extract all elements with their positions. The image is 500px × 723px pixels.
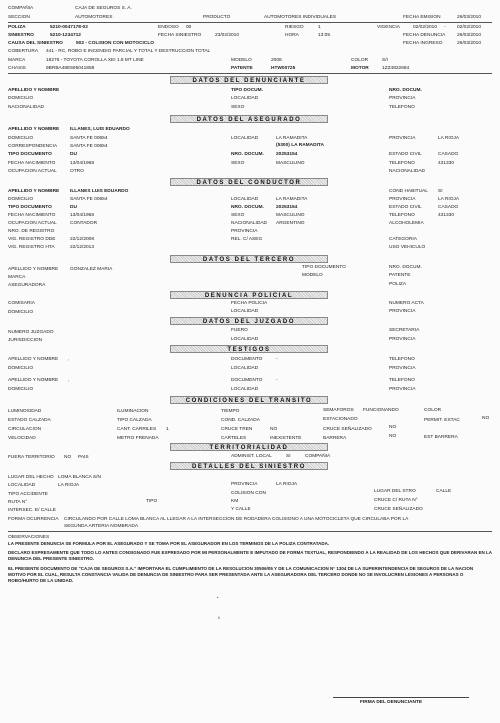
detalles-forma-label: FORMA OCURRENCIA: [8, 517, 59, 522]
transito-cruce-tren-value: NO: [270, 427, 278, 432]
section-band-detalles: [170, 462, 328, 470]
asegurado-correspondencia-value: SANTA FE 00654: [70, 144, 108, 149]
conductor-localidad-label: LOCALIDAD: [231, 197, 259, 202]
asegurado-apellido-value: ILLANES, LUIS EDUARDO: [70, 127, 130, 132]
seccion-label: SECCION: [8, 15, 30, 20]
conductor-provincia2-label: PROVINCIA: [231, 229, 258, 234]
denunciante-nacionalidad-label: NACIONALIDAD: [8, 105, 44, 110]
legal-paragraph-3: EL PRESENTE DOCUMENTO DE "CAJA DE SEGUROS S.A." IMPORTARA EL CUMPLIMIENTO DE LA RESOLUCION 30506/05 Y DE LA COMUNICACION N° 1304 DE LA SUPERINTENDENCIA DE SEGUROS DE LA NACION MOTIVO POR EL CUAL, RESULTA CONSTANCIA VALIDA DE DENUNCIA DE SINIESTRO PARA SER PRESENTADA ANTE LA ASEGURADORA DEL TERCERO DONDE NO SE INVOLUCREN LESIONES A PERSONAS O ROBO/HURTO DE LA UNIDAD.: [8, 566, 474, 583]
section-band-denunciante: [170, 76, 328, 84]
transito-carteles-label: CARTELES: [221, 436, 247, 441]
conductor-tipo-doc-label: TIPO DOCUMENTO: [8, 205, 52, 210]
asegurado-provincia-value: LA RIOJA: [438, 136, 460, 141]
producto-value: AUTOMOTORES INDIVIDUALES: [264, 15, 337, 20]
conductor-vig-hasta-label: VIG. REGISTRO HTA: [8, 245, 55, 250]
transito-metro-frenada-label: METRO FRENADA: [117, 436, 159, 441]
asegurado-domicilio-value: SANTA FE 00654: [70, 136, 108, 141]
testigo1-provincia-label: PROVINCIA: [389, 366, 416, 371]
stray-mark: ʹ: [218, 616, 220, 627]
detalles-observaciones-label: OBSERVACIONES: [8, 535, 50, 540]
divider: [8, 531, 492, 532]
conductor-categoria-label: CATEGORIA: [389, 237, 417, 242]
juzgado-secretaria-label: SECRETARIA: [389, 328, 420, 333]
tercero-marca-label: MARCA: [8, 275, 26, 280]
testigo2-apellido-label: APELLIDO Y NOMBRE: [8, 378, 59, 383]
conductor-provincia-label: PROVINCIA: [389, 197, 416, 202]
causa-label: CAUSA DEL SINIESTRO: [8, 41, 63, 46]
detalles-tipo-accidente-label: TIPO ACCIDENTE: [8, 492, 48, 497]
testigo2-apellido-value: ,: [68, 378, 70, 383]
detalles-cruce-senalizado-label: CRUCE SEÑALIZADO: [374, 507, 423, 512]
testigo2-domicilio-label: DOMICILIO: [8, 387, 34, 392]
transito-barrera-label: BARRERA: [323, 436, 347, 441]
asegurado-sexo-label: SEXO: [231, 161, 245, 166]
testigo2-telefono-label: TELEFONO: [389, 378, 415, 383]
transito-cruce-tren-label: CRUCE TREN: [221, 427, 253, 432]
detalles-lugar-stro-label: LUGAR DEL STRO: [374, 489, 416, 494]
conductor-estado-civil-value: CASADO: [438, 205, 459, 210]
denunciante-tipo-doc-label: TIPO DOCUM.: [231, 88, 263, 93]
transito-carteles-value: INEXISTENTE: [270, 436, 302, 441]
asegurado-estado-civil-label: ESTADO CIVIL: [389, 152, 422, 157]
detalles-forma-value-2: SEGUNDA ARTERIA NOMBRADA: [64, 524, 139, 529]
tercero-apellido-label: APELLIDO Y NOMBRE: [8, 267, 59, 272]
tercero-nro-doc-label: NRO. DOCUM.: [389, 265, 422, 270]
section-title-asegurado: DATOS DEL ASEGURADO: [196, 117, 302, 123]
asegurado-telefono-label: TELEFONO: [389, 161, 415, 166]
fecha-siniestro-value: 23/02/2010: [215, 33, 240, 38]
legal-paragraph-1: LA PRESENTE DENUNCIA SE FORMULA POR EL ASEGURADO Y SE TOMA POR EL ASEGURADOR EN LOS TERMINOS DE LA POLIZA CONTRATADA.: [8, 541, 330, 546]
conductor-localidad-value: LA RAMADITA: [276, 197, 308, 202]
chasis-label: CHASIS: [8, 66, 26, 71]
conductor-nro-registro-label: NRO. DE REGISTRO: [8, 229, 55, 234]
asegurado-provincia-label: PROVINCIA: [389, 136, 416, 141]
territorialidad-fuera-value: NO: [64, 455, 72, 460]
denunciante-sexo-label: SEXO: [231, 105, 245, 110]
tercero-aseguradora-label: ASEGURADORA: [8, 283, 46, 288]
policial-numero-acta-label: NUMERO ACTA: [389, 301, 424, 306]
asegurado-estado-civil-value: CASADO: [438, 152, 459, 157]
juzgado-localidad-label: LOCALIDAD: [231, 337, 259, 342]
producto-label: PRODUCTO: [203, 15, 231, 20]
vigencia-sep: -: [444, 25, 446, 30]
asegurado-nro-doc-label: NRO. DOCUM.: [231, 152, 264, 157]
fecha-ingreso-label: FECHA INGRESO: [403, 41, 443, 46]
asegurado-fecha-nac-label: FECHA NACIMIENTO: [8, 161, 56, 166]
transito-luminosidad-label: LUMINOSIDAD: [8, 409, 42, 414]
detalles-lugar-stro-value: CALLE: [436, 489, 452, 494]
modelo-label: MODELO: [231, 58, 252, 63]
conductor-provincia-value: LA RIOJA: [438, 197, 460, 202]
conductor-nro-doc-label: NRO. DOCUM.: [231, 205, 264, 210]
asegurado-correspondencia-label: CORRESPONDENCIA: [8, 144, 58, 149]
vigencia-from: 02/02/2010: [413, 25, 438, 30]
section-title-territorialidad: TERRITORIALIDAD: [209, 445, 289, 451]
riesgo-value: 1: [318, 25, 321, 30]
detalles-provincia-label: PROVINCIA: [231, 482, 258, 487]
tercero-poliza-label: POLIZA: [389, 282, 407, 287]
signature-caption: FIRMA DEL DENUNCIANTE: [360, 700, 423, 705]
policial-comisaria-label: COMISARIA: [8, 301, 35, 306]
fecha-emision-label: FECHA EMISION: [403, 15, 441, 20]
asegurado-apellido-label: APELLIDO Y NOMBRE: [8, 127, 60, 132]
testigo2-provincia-label: PROVINCIA: [389, 387, 416, 392]
transito-permit-estac-value: NO: [482, 416, 490, 421]
patente-label: PATENTE: [231, 66, 253, 71]
denunciante-localidad-label: LOCALIDAD: [231, 96, 259, 101]
transito-cruce-senalizado-value: NO: [389, 425, 397, 430]
transito-color-label: COLOR: [424, 408, 442, 413]
divider: [8, 73, 492, 74]
section-band-asegurado: [170, 115, 328, 123]
asegurado-ocupacion-value: OTRO: [70, 169, 84, 174]
patente-value: HTW00725: [271, 66, 296, 71]
section-title-conductor: DATOS DEL CONDUCTOR: [196, 180, 302, 186]
testigo1-documento-value: -: [276, 357, 278, 362]
detalles-localidad-value: LA RIOJA: [58, 483, 80, 488]
conductor-rel-label: REL. C/ ASEG: [231, 237, 263, 242]
section-band-tercero: [170, 255, 328, 263]
denunciante-provincia-label: PROVINCIA: [389, 96, 416, 101]
conductor-vig-desde-label: VIG. REGISTRO DDE: [8, 237, 56, 242]
conductor-domicilio-value: SANTA FE 00654: [70, 197, 108, 202]
denunciante-nro-doc-label: NRO. DOCUM.: [389, 88, 422, 93]
denunciante-telefono-label: TELEFONO: [389, 105, 415, 110]
conductor-domicilio-label: DOMICILIO: [8, 197, 34, 202]
territorialidad-pais-label: PAIS: [78, 455, 89, 460]
transito-cond-calzada-label: COND. CALZADA: [221, 418, 260, 423]
conductor-alcoholemia-label: ALCOHOLEMIA: [389, 221, 424, 226]
asegurado-localidad-value: LA RAMADITA: [276, 136, 308, 141]
poliza-label: POLIZA: [8, 25, 26, 30]
asegurado-domicilio-label: DOMICILIO: [8, 136, 34, 141]
hora-label: HORA: [285, 33, 299, 38]
vigencia-to: 02/02/2010: [457, 25, 482, 30]
section-band-policial: [170, 291, 328, 299]
juzgado-jurisdiccion-label: JURISDICCION: [8, 338, 43, 343]
asegurado-telefono-value: 431330: [438, 161, 455, 166]
causa-value: 502 - COLISION CON MOTOCICLO: [76, 41, 155, 46]
asegurado-sexo-value: MASCULINO: [276, 161, 305, 166]
vigencia-label: VIGENCIA: [377, 25, 400, 30]
conductor-fecha-nac-label: FECHA NACIMIENTO: [8, 213, 56, 218]
conductor-estado-civil-label: ESTADO CIVIL: [389, 205, 422, 210]
conductor-ocupacion-value: CONTADOR: [70, 221, 98, 226]
detalles-tipo-label: TIPO: [146, 499, 158, 504]
conductor-cond-habitual-value: SI: [438, 189, 443, 194]
siniestro-label: SINIESTRO: [8, 33, 34, 38]
marca-value: 18276 - TOYOTA COROLLA XEI 1.8 MT LINE: [46, 58, 144, 63]
conductor-cond-habitual-label: COND HABITUAL: [389, 189, 428, 194]
motor-value: 1ZZ4822684: [382, 66, 410, 71]
fecha-emision-value: 26/03/2010: [457, 15, 482, 20]
section-title-transito: CONDICIONES DEL TRANSITO: [185, 398, 313, 404]
conductor-sexo-label: SEXO: [231, 213, 245, 218]
asegurado-fecha-nac-value: 13/04/1968: [70, 161, 95, 166]
section-band-transito: [170, 396, 328, 404]
juzgado-numero-label: NUMERO JUZGADO: [8, 330, 54, 335]
detalles-ruta-label: RUTA N°: [8, 500, 28, 505]
transito-cant-carriles-label: CANT. CARRILES: [117, 427, 157, 432]
section-title-policial: DENUNCIA POLICIAL: [204, 293, 294, 299]
tercero-apellido-value: GONZALEZ MARIA: [70, 267, 113, 272]
color-value: S/I: [382, 58, 388, 63]
section-title-detalles: DETALLES DEL SINIESTRO: [192, 464, 306, 470]
tercero-modelo-label: MODELO: [302, 273, 323, 278]
detalles-colision-con-label: COLISION CON: [231, 491, 266, 496]
fecha-ingreso-value: 26/03/2010: [457, 41, 482, 46]
transito-cant-carriles-value: 1: [166, 427, 169, 432]
section-band-testigos: [170, 345, 328, 353]
compania-label: COMPAÑIA: [8, 6, 34, 11]
testigo1-apellido-label: APELLIDO Y NOMBRE: [8, 357, 59, 362]
color-label: COLOR: [351, 58, 369, 63]
tercero-patente-label: PATENTE: [389, 273, 411, 278]
transito-semaforos-value: FUNCIONANDO: [363, 408, 399, 413]
testigo1-localidad-label: LOCALIDAD: [231, 366, 259, 371]
conductor-sexo-value: MASCULINO: [276, 213, 305, 218]
asegurado-tipo-doc-label: TIPO DOCUMENTO: [8, 152, 52, 157]
legal-paragraph-2: DECLARO EXPRESAMENTE QUE TODO LO ANTES CONSIGNADO FUE EXPRESADO POR MI PERSONALMENTE E IMPUTADO DE FORMA TEXTUAL, RESPONDIENDO A LA REALIDAD DE LOS HECHOS QUE DERIVARAN EN LA DENUNCIA DEL PRESENTE SINIESTRO.: [8, 550, 492, 561]
conductor-uso-label: USO VEHICULO: [389, 245, 426, 250]
transito-circulacion-label: CIRCULACION: [8, 427, 42, 432]
tercero-tipo-doc-label: TIPO DOCUMENTO: [302, 265, 346, 270]
detalles-provincia-value: LA RIOJA: [276, 482, 298, 487]
stray-mark: ·: [216, 592, 220, 603]
riesgo-label: RIESGO: [285, 25, 304, 30]
territorialidad-compania-label: COMPAÑIA: [305, 454, 331, 459]
testigo2-documento-value: -: [276, 378, 278, 383]
transito-estacionado-label: ESTACIONADO: [323, 417, 358, 422]
motor-label: MOTOR: [351, 66, 369, 71]
detalles-forma-value-1: CIRCULANDO POR CALLE LOMA BLANCA AL LLEGAR A LA INTERSECCION DE RODADERA COLISIONO A UNA MOTOCICLETA QUE CIRCULABA POR LA: [64, 517, 409, 522]
seccion-value: AUTOMOTORES: [75, 15, 113, 20]
transito-velocidad-label: VELOCIDAD: [8, 436, 36, 441]
testigo2-documento-label: DOCUMENTO: [231, 378, 263, 383]
divider: [8, 22, 492, 23]
asegurado-nro-doc-value: 20253154: [276, 152, 298, 157]
asegurado-ocupacion-label: OCUPACION ACTUAL: [8, 169, 57, 174]
transito-cruce-senalizado-label: CRUCE SEÑALIZADO: [323, 427, 372, 432]
territorialidad-admin-label: ADMINIST. LOCAL: [231, 454, 272, 459]
fecha-siniestro-label: FECHA SINIESTRO: [158, 33, 202, 38]
conductor-fecha-nac-value: 13/04/1968: [70, 213, 95, 218]
conductor-telefono-label: TELEFONO: [389, 213, 415, 218]
poliza-value: 5210-0047178-02: [50, 25, 88, 30]
transito-permit-estac-label: PERMIT. ESTAC: [424, 418, 460, 423]
cobertura-label: COBERTURA: [8, 49, 39, 54]
policial-fecha-label: FECHA POLICIA: [231, 301, 268, 306]
policial-provincia-label: PROVINCIA: [389, 309, 416, 314]
transito-estado-calzada-label: ESTADO CALZADA: [8, 418, 51, 423]
juzgado-fuero-label: FUERO: [231, 328, 248, 333]
detalles-lugar-label: LUGAR DEL HECHO: [8, 475, 54, 480]
asegurado-localidad-label: LOCALIDAD: [231, 136, 259, 141]
endoso-label: ENDOSO: [158, 25, 179, 30]
detalles-interseccion-label: INTERSEC. E/ CALLE: [8, 508, 56, 513]
testigo1-domicilio-label: DOMICILIO: [8, 366, 34, 371]
conductor-telefono-value: 431330: [438, 213, 455, 218]
asegurado-nacionalidad-label: NACIONALIDAD: [389, 169, 425, 174]
section-title-testigos: TESTIGOS: [227, 347, 271, 353]
testigo2-localidad-label: LOCALIDAD: [231, 387, 259, 392]
section-title-tercero: DATOS DEL TERCERO: [202, 257, 296, 263]
section-band-juzgado: [170, 317, 328, 325]
testigo1-telefono-label: TELEFONO: [389, 357, 415, 362]
conductor-nacionalidad-label: NACIONALIDAD: [231, 221, 267, 226]
detalles-km-label: KM: [231, 499, 239, 504]
cobertura-value: 441 - RC, ROBO E INCENDIO PARCIAL Y TOTAL Y DESTRUCCION TOTAL: [46, 49, 211, 54]
section-band-territorialidad: [170, 443, 328, 451]
conductor-apellido-value: ILLANES LUIS EDUARDO: [70, 189, 129, 194]
detalles-cruce-ruta-label: CRUCE C/ RUTA N°: [374, 498, 418, 503]
testigo1-documento-label: DOCUMENTO: [231, 357, 263, 362]
territorialidad-admin-value: SI: [286, 454, 291, 459]
transito-iluminacion-label: ILUMINACION: [117, 409, 149, 414]
conductor-nro-doc-value: 20253154: [276, 205, 298, 210]
testigo1-apellido-value: ,: [68, 357, 70, 362]
transito-est-barrera-label: EST BARRERA: [424, 435, 458, 440]
conductor-vig-desde-value: 22/12/2008: [70, 237, 95, 242]
detalles-lugar-value: LOMA BLANCA S/N: [58, 475, 101, 480]
denunciante-apellido-label: APELLIDO Y NOMBRE: [8, 88, 60, 93]
section-title-denunciante: DATOS DEL DENUNCIANTE: [192, 78, 306, 84]
fecha-denuncia-label: FECHA DENUNCIA: [403, 33, 446, 38]
denunciante-domicilio-label: DOMICILIO: [8, 96, 34, 101]
conductor-nacionalidad-value: ARGENTINO: [276, 221, 305, 226]
juzgado-provincia-label: PROVINCIA: [389, 337, 416, 342]
conductor-apellido-label: APELLIDO Y NOMBRE: [8, 189, 60, 194]
chasis-value: 9BRBA48E595041858: [46, 66, 95, 71]
section-band-conductor: [170, 178, 328, 186]
conductor-vig-hasta-value: 22/12/2013: [70, 245, 95, 250]
detalles-y-calle-label: Y CALLE: [231, 507, 251, 512]
policial-localidad-label: LOCALIDAD: [231, 309, 259, 314]
conductor-tipo-doc-value: DU: [70, 205, 77, 210]
modelo-value: 2008: [271, 58, 282, 63]
asegurado-tipo-doc-value: DU: [70, 152, 77, 157]
transito-barrera-value: NO: [389, 434, 397, 439]
transito-tipo-calzada-label: TIPO CALZADA: [117, 418, 152, 423]
fecha-denuncia-value: 26/03/2010: [457, 33, 482, 38]
asegurado-correspondencia-localidad: (5300) LA RAMADITA: [276, 143, 324, 148]
signature-line: [333, 697, 469, 698]
transito-semaforos-label: SEMAFOROS: [323, 408, 354, 413]
territorialidad-fuera-label: FUERA TERRITORIO: [8, 455, 55, 460]
policial-domicilio-label: DOMICILIO: [8, 310, 34, 315]
marca-label: MARCA: [8, 58, 26, 63]
conductor-ocupacion-label: OCUPACION ACTUAL: [8, 221, 57, 226]
siniestro-value: 5210-1234712: [50, 33, 81, 38]
detalles-localidad-label: LOCALIDAD: [8, 483, 36, 488]
section-title-juzgado: DATOS DEL JUZGADO: [202, 319, 296, 325]
transito-tiempo-label: TIEMPO: [221, 409, 240, 414]
endoso-value: 00: [186, 25, 192, 30]
compania-value: CAJA DE SEGUROS S. A.: [75, 6, 132, 11]
hora-value: 13:05: [318, 33, 331, 38]
